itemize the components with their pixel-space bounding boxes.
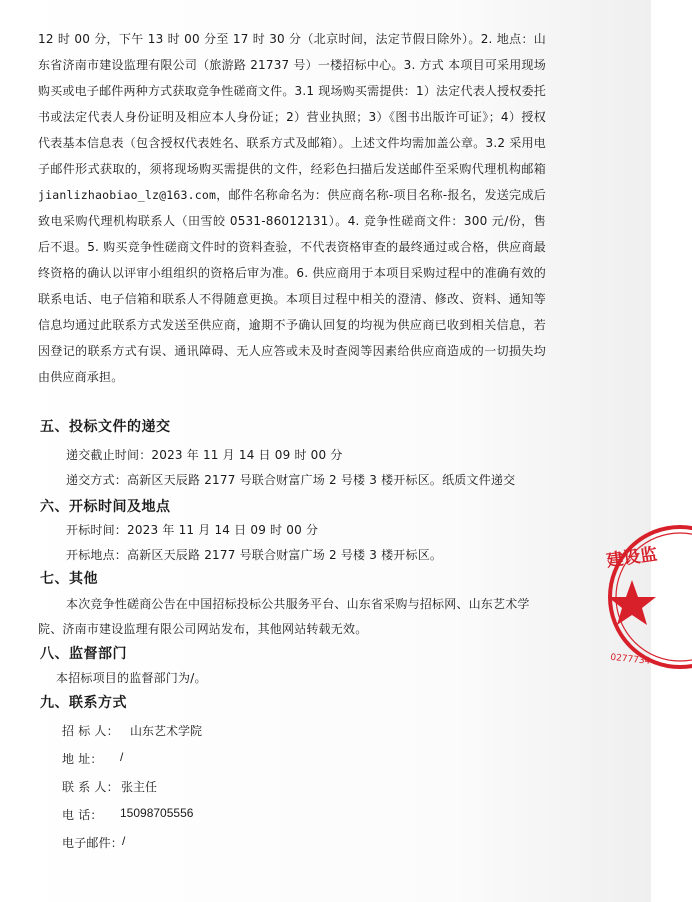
contact-value-tenderer: 山东艺术学院 — [130, 724, 203, 738]
submission-method: 递交方式：高新区天辰路 2177 号联合财富广场 2 号楼 3 楼开标区。纸质文件递交 — [66, 473, 516, 487]
paragraph-text-after-email: ，邮件名称命名为：供应商名称-项目名称-报名，发送完成后致电采购代理机构联系人（田雪皎 0531-86012131）。4. 竞争性磋商文件：300 元/份，售后不退。5. 购买竞争性磋商文件时的资料查验，不代表资格审查的最终通过或合格，供应商最终资格的确认以评审小组组织的资格后审为准。6. 供应商用于本项目采购过程中的准确有效的联系电话、电子信箱和联系人不得随意更换。本项目过程中相关的澄清、修改、资料、通知等信息均通过此联系方式发送至供应商，逾期不予确认回复的均视为供应商已收到相关信息，若因登记的联系方式有误、通讯障碍、无人应答或未及时查阅等因素给供应商造成的一切损失均由供应商承担。 — [38, 188, 546, 384]
official-seal — [602, 525, 692, 685]
publication-line-1: 本次竞争性磋商公告在中国招标投标公共服务平台、山东省采购与招标网、山东艺术学 — [66, 597, 530, 611]
section5-heading: 五、投标文件的递交 — [40, 419, 171, 435]
contact-value-email: / — [122, 834, 126, 848]
seal-text-top: 建设监 — [605, 544, 659, 572]
section9-heading: 九、联系方式 — [40, 695, 127, 711]
section7-heading: 七、其他 — [40, 571, 98, 587]
publication-line-2: 院、济南市建设监理有限公司网站发布，其他网站转载无效。 — [38, 622, 368, 636]
agency-email: jianlizhaobiao_lz@163.com — [38, 188, 217, 202]
submission-deadline: 递交截止时间：2023 年 11 月 14 日 09 时 00 分 — [66, 448, 343, 462]
section8-heading: 八、监督部门 — [40, 646, 127, 662]
contact-value-phone: 15098705556 — [120, 806, 194, 820]
opening-time: 开标时间：2023 年 11 月 14 日 09 时 00 分 — [66, 523, 319, 537]
procurement-paragraph — [38, 26, 546, 390]
contact-value-person: 张主任 — [121, 780, 158, 794]
paragraph-text-before-email: 12 时 00 分，下午 13 时 00 分至 17 时 30 分（北京时间，法定节假日除外）。2. 地点：山东省济南市建设监理有限公司（旅游路 21737 号）一楼招标中心。3. 方式 本项目可采用现场购买或电子邮件两种方式获取竞争性磋商文件。3.1 现场购买需提供：1）法定代表人授权委托书或法定代表人身份证明及相应本人身份证；2）营业执照；3）《图书出版许可证》；4）授权代表基本信息表（包含授权代表姓名、联系方式及邮箱）。上述文件均需加盖公章。3.2 采用电子邮件形式获取的，须将现场购买需提供的文件，经彩色扫描后发送邮件至采购代理机构邮箱 — [38, 32, 546, 176]
seal-text-bottom: 0277734 — [609, 652, 651, 667]
contact-label-tenderer: 招 标 人： — [62, 724, 119, 738]
contact-value-address: / — [120, 750, 124, 764]
contact-label-email: 电子邮件： — [62, 836, 124, 850]
supervision-line: 本招标项目的监督部门为/。 — [56, 671, 207, 685]
contact-label-phone: 电 话： — [62, 808, 103, 822]
contact-label-person: 联 系 人： — [62, 780, 119, 794]
section6-heading: 六、开标时间及地点 — [40, 499, 171, 515]
contact-label-address: 地 址： — [62, 752, 103, 766]
opening-location: 开标地点：高新区天辰路 2177 号联合财富广场 2 号楼 3 楼开标区。 — [66, 548, 443, 562]
